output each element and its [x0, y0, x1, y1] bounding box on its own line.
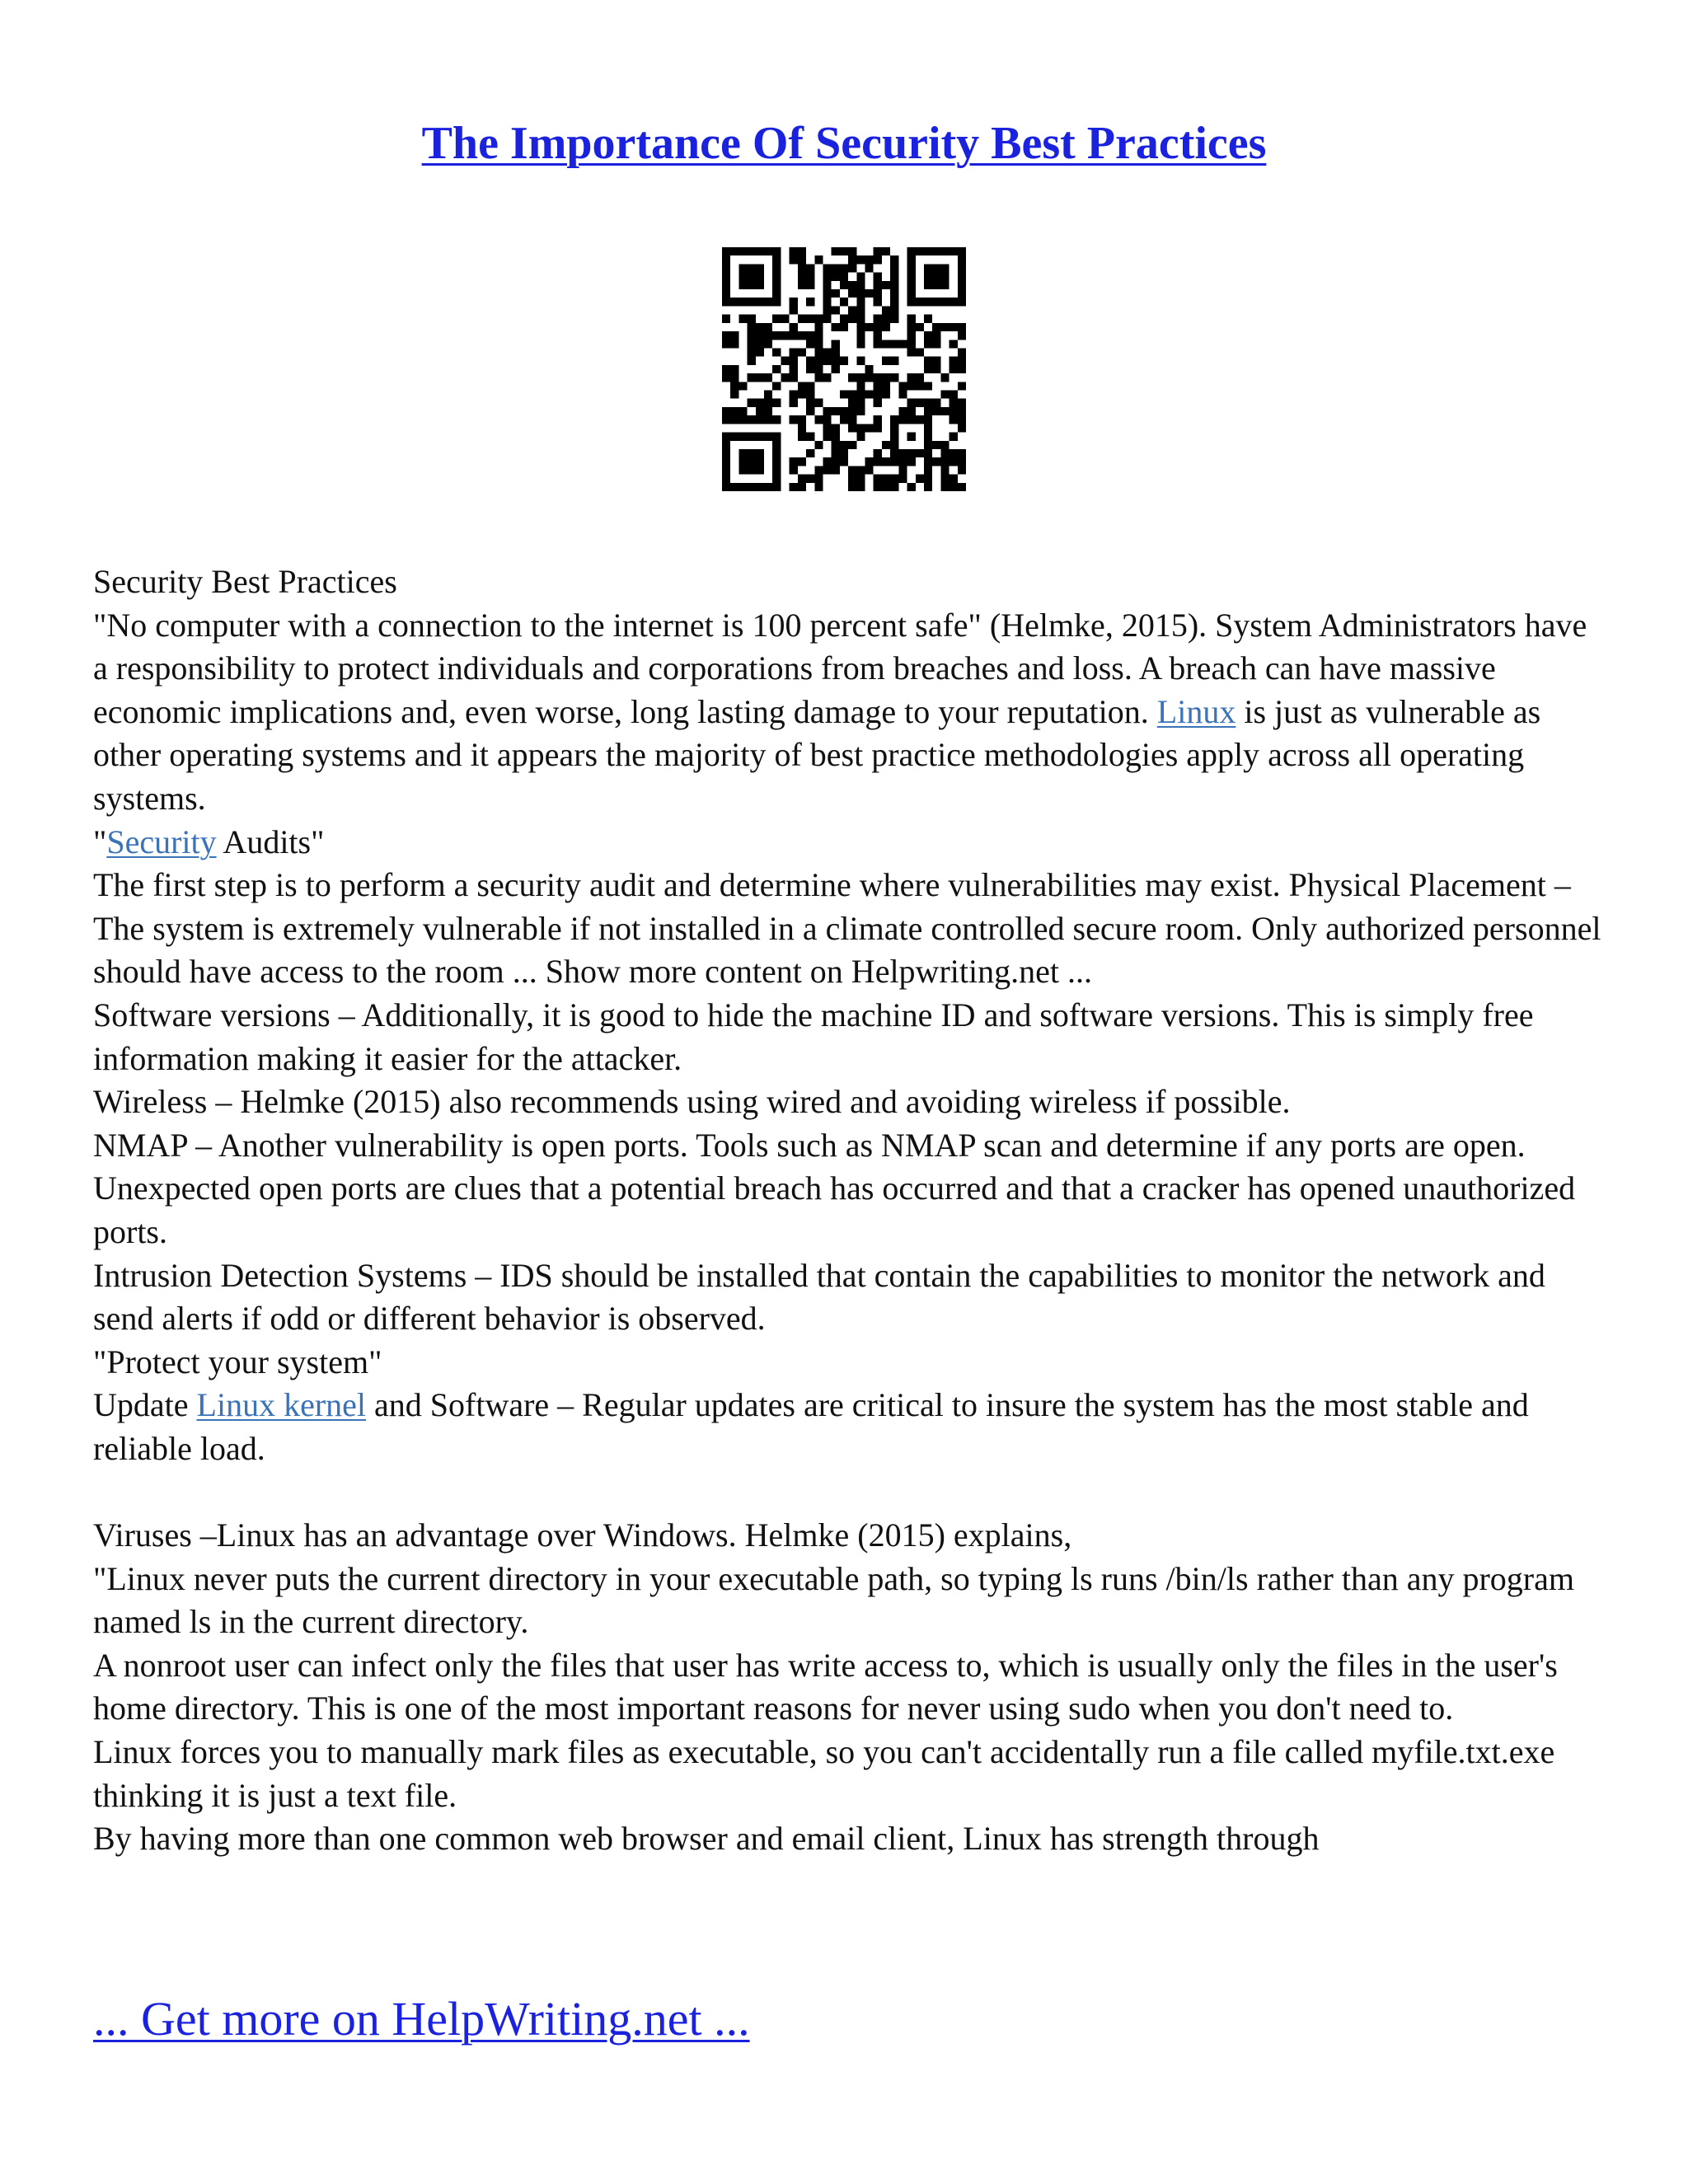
browser-paragraph: By having more than one common web browser and email client, Linux has strength through	[93, 1820, 1320, 1858]
footer	[93, 1990, 750, 2048]
paragraph-gap	[93, 1470, 1601, 1514]
section-heading: Security Best Practices	[93, 563, 397, 600]
title-link[interactable]: The Importance Of Security Best Practices	[421, 118, 1267, 169]
software-versions-paragraph: Software versions – Additionally, it is good to hide the machine ID and software versions. This is simply free information making it easier for the attacker.	[93, 996, 1534, 1077]
update-paragraph: Update Linux kernel and Software – Regular updates are critical to insure the system has the most stable and reliable load.	[93, 1386, 1529, 1467]
get-more-link[interactable]: ... Get more on HelpWriting.net ...	[93, 1992, 750, 2046]
qr-code-icon	[722, 247, 966, 491]
security-link[interactable]: Security	[106, 823, 217, 860]
linux-link[interactable]: Linux	[1156, 692, 1236, 730]
ids-paragraph: Intrusion Detection Systems – IDS should be installed that contain the capabilities to monitor the network and send alerts if odd or different behavior is observed.	[93, 1256, 1545, 1338]
wireless-paragraph: Wireless – Helmke (2015) also recommends using wired and avoiding wireless if possible.	[93, 1083, 1291, 1121]
quote-paragraph: "Linux never puts the current directory in your executable path, so typing ls runs /bin/ls rather than any program named ls in the current directory.	[93, 1559, 1574, 1641]
nmap-paragraph: NMAP – Another vulnerability is open ports. Tools such as NMAP scan and determine if any ports are open. Unexpected open ports are clues that a potential breach has occurred and that a cracker has opened unauthorized ports.	[93, 1126, 1576, 1250]
audits-heading: "Security Audits"	[93, 823, 325, 860]
protect-heading: "Protect your system"	[93, 1343, 382, 1380]
intro-paragraph: "No computer with a connection to the internet is 100 percent safe" (Helmke, 2015). System Administrators have a responsibility to protect individuals and corporations from breaches and loss. A breach can have massive economic implications and, even worse, long lasting damage to your reputation. Linux is just as vulnerable as other operating systems and it appears the majority of best practice methodologies apply across all operating systems.	[93, 606, 1587, 817]
viruses-paragraph: Viruses –Linux has an advantage over Windows. Helmke (2015) explains,	[93, 1516, 1072, 1554]
executable-paragraph: Linux forces you to manually mark files as executable, so you can't accidentally run a file called myfile.txt.exe thinking it is just a text file.	[93, 1733, 1555, 1814]
linux-kernel-link[interactable]: Linux kernel	[196, 1386, 367, 1424]
audit-paragraph: The first step is to perform a security audit and determine where vulnerabilities may exist. Physical Placement – The system is extremely vulnerable if not installed in a climate controlled secure room. Only authorized personnel should have access to the room ... Show more content on Helpwriting.net ...	[93, 866, 1601, 991]
article-body	[93, 560, 1601, 1861]
document-title	[0, 117, 1688, 170]
nonroot-paragraph: A nonroot user can infect only the files that user has write access to, which is usually only the files in the user's home directory. This is one of the most important reasons for never using sudo when you don't need to.	[93, 1646, 1558, 1727]
